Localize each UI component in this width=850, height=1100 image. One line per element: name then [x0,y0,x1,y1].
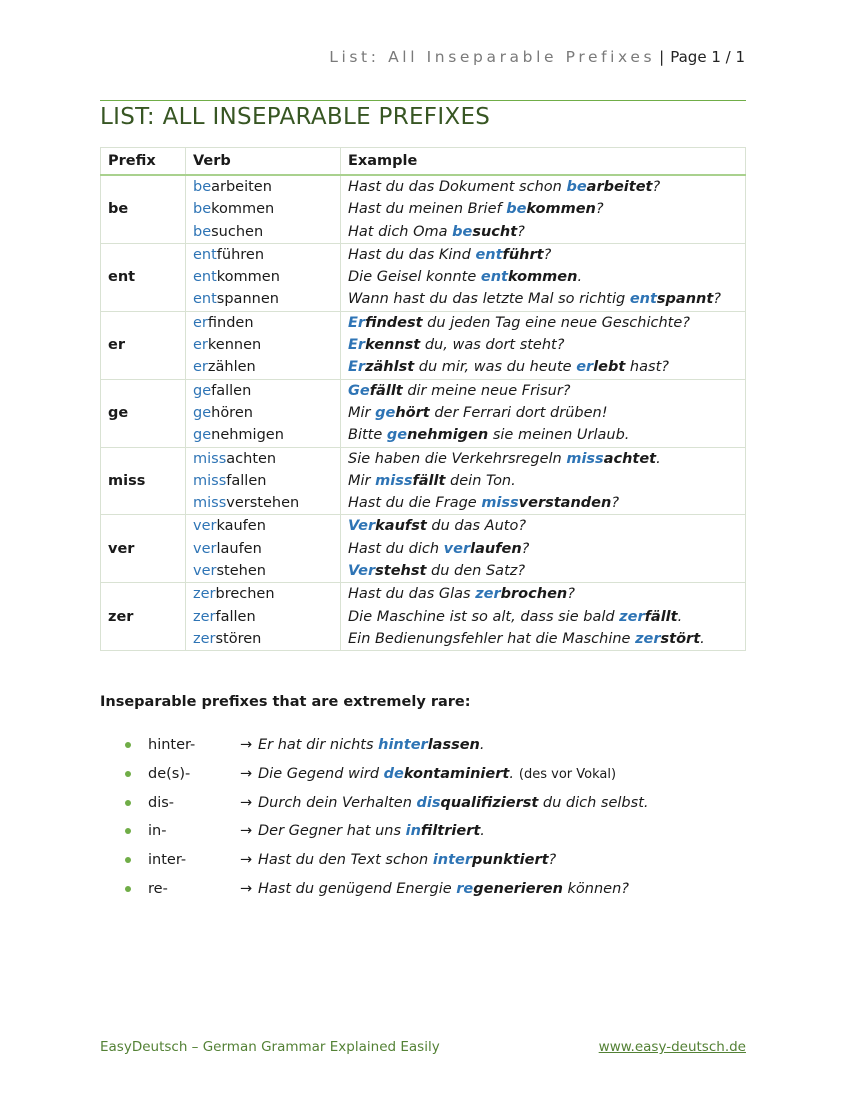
verb-prefix: ent [193,246,217,263]
example-text: ? [548,852,557,869]
verb-line [193,606,333,628]
prefix-highlight: zer [475,586,501,603]
example-text: ? [567,586,575,603]
example-sentence [258,766,514,782]
prefix-highlight: ge [375,404,396,421]
footer-brand: EasyDeutsch – German Grammar Explained Easily [100,1039,440,1055]
arrow-icon: → [240,737,253,754]
arrow-icon: → [240,794,253,811]
verb-prefix: ge [193,404,212,421]
example-cell [341,175,746,243]
page-header [329,46,745,68]
verb-stem: brochen [500,586,568,603]
example-text: der Ferrari dort drüben! [429,404,608,421]
verb-prefix: ver [193,518,217,535]
example-text: dein Ton. [445,472,516,489]
usage-note: (des vor Vokal) [518,766,617,782]
example-sentence [348,266,738,288]
verb-root: fallen [226,472,267,489]
prefix-highlight: de [383,766,404,783]
example-text: du jeden Tag eine neue Geschichte? [422,314,690,331]
verb-cell [186,175,341,243]
table-row [101,311,746,379]
verb-prefix: ge [193,427,212,444]
verb-stem: sucht [472,223,518,240]
rare-prefix: in- [148,823,167,840]
example-sentence [348,198,738,220]
prefix-cell: zer [101,583,186,651]
verb-line [193,424,333,446]
example-sentence [348,448,738,470]
verb-stem: filtriert [420,823,481,840]
example-cell [341,447,746,515]
verb-root: arbeiten [211,179,272,195]
prefix-highlight: Er [348,359,366,376]
verb-line [193,402,333,424]
example-sentence [348,402,738,424]
verb-stem: kaufst [375,518,427,535]
page-title: LIST: ALL INSEPARABLE PREFIXES [100,104,491,130]
verb-stem: punktiert [472,852,549,869]
example-sentence [258,737,484,753]
verb-line [193,176,333,198]
example-text: Hast du meinen Brief [348,201,507,218]
example-text: sie meinen Urlaub. [488,427,630,444]
example-text: . [577,269,583,286]
example-text: . [656,450,661,467]
verb-prefix: ver [193,563,217,580]
verb-stem: fällt [644,608,678,625]
verb-root: hören [211,404,253,421]
rare-prefix: inter- [148,852,187,869]
verb-prefix: miss [193,472,227,489]
rare-prefixes-list [100,731,649,903]
example-text: ? [713,291,721,308]
example-text: du, was dort steht? [420,337,565,354]
header-title: List: All Inseparable Prefixes [329,48,656,66]
verb-root: verstehen [226,495,300,512]
example-text: ? [611,495,620,512]
verb-line [193,221,333,243]
verb-stem: lassen [427,737,480,754]
prefix-cell: er [101,311,186,379]
verb-cell [186,583,341,651]
verb-line [193,628,333,650]
example-sentence [348,312,738,334]
verb-root: stören [215,630,262,647]
example-text: ? [517,223,525,240]
example-sentence [348,380,738,402]
verb-prefix: ge [193,382,212,399]
bullet-icon [125,828,131,834]
example-sentence [348,628,738,650]
verb-cell [186,515,341,583]
verb-line [193,312,333,334]
example-text: Durch dein Verhalten [258,794,417,811]
verb-prefix: er [193,337,208,354]
verb-cell [186,447,341,515]
example-text: ? [652,179,661,195]
example-text: du mir, was du heute [414,359,577,376]
rare-prefix: dis- [148,794,175,811]
verb-root: führen [216,246,265,263]
verb-root: kommen [211,201,275,218]
example-text: . [480,823,485,840]
prefix-highlight: zer [635,630,661,647]
prefix-highlight: ver [443,540,471,557]
example-sentence [258,795,649,811]
example-text: dir meine neue Frisur? [402,382,571,399]
rare-prefix: re- [148,880,168,897]
example-sentence [348,560,738,582]
prefix-highlight: ent [629,291,657,308]
prefix-highlight: miss [566,450,604,467]
example-sentence [348,334,738,356]
verb-stem: qualifizierst [440,794,539,811]
rare-prefix: hinter- [148,737,196,754]
example-text: Hast du das Dokument schon [348,179,567,195]
verb-root: kaufen [216,518,266,535]
prefix-cell: be [101,175,186,243]
verb-cell [186,379,341,447]
list-item [100,788,649,817]
verb-stem: nehmigen [407,427,489,444]
prefix-highlight: ent [480,269,508,286]
example-sentence [348,515,738,537]
example-text: Die Gegend wird [258,766,384,783]
verb-prefix: zer [193,630,216,647]
example-text: . [677,608,683,625]
verb-prefix: er [193,314,208,331]
verb-prefix: ver [193,540,217,557]
example-text: Sie haben die Verkehrsregeln [348,450,567,467]
example-text: Hast du das Glas [348,586,476,603]
list-item [100,731,649,760]
prefix-highlight: dis [416,794,441,811]
verb-prefix: be [193,179,212,195]
verb-stem: achtet [603,450,657,467]
verb-prefix: miss [193,450,227,467]
example-sentence [348,176,738,198]
verb-prefix: zer [193,586,216,603]
verb-line [193,583,333,605]
verb-prefix: ent [193,291,217,308]
example-text: Mir [348,472,376,489]
prefix-highlight: re [456,880,474,897]
verb-stem: zählst [365,359,415,376]
verb-stem: kommen [526,201,596,218]
prefix-highlight: ge [386,427,408,444]
table-body [101,175,746,651]
verb-prefix: ent [193,269,217,286]
example-sentence [258,852,556,868]
verb-stem: kennst [365,337,421,354]
verb-stem: hört [395,404,430,421]
example-text: Hat dich Oma [348,223,453,240]
arrow-icon: → [240,852,253,869]
bullet-icon [125,771,131,777]
verb-line [193,198,333,220]
verb-line [193,470,333,492]
prefix-cell: ver [101,515,186,583]
verb-cell [186,243,341,311]
verb-stem: arbeitet [586,179,653,195]
prefix-table [100,147,746,651]
verb-prefix: er [193,359,208,376]
prefix-highlight: hinter [378,737,428,754]
verb-line [193,288,333,310]
bullet-icon [125,857,131,863]
table-row [101,583,746,651]
verb-line [193,380,333,402]
verb-root: zählen [207,359,256,376]
verb-root: laufen [216,540,262,557]
column-header-verb: Verb [186,148,341,176]
example-cell [341,515,746,583]
verb-stem: findest [365,314,423,331]
example-sentence [348,244,738,266]
prefix-highlight: be [566,179,587,195]
example-sentence [348,606,738,628]
table-row [101,175,746,243]
verb-root: stehen [216,563,266,580]
bullet-icon [125,800,131,806]
prefix-highlight: zer [619,608,645,625]
verb-line [193,266,333,288]
example-text: Er hat dir nichts [258,737,379,754]
example-text: Ein Bedienungsfehler hat die Maschine [348,630,636,647]
prefix-highlight: be [506,201,527,218]
verb-line [193,538,333,560]
example-sentence [258,823,485,839]
example-sentence [348,221,738,243]
prefix-highlight: miss [481,495,519,512]
example-sentence [348,356,738,378]
footer-website-link[interactable]: www.easy-deutsch.de [598,1039,746,1055]
verb-root: fallen [215,608,256,625]
example-cell [341,311,746,379]
verb-root: nehmigen [211,427,284,444]
verb-root: kennen [207,337,262,354]
verb-stem: fällt [369,382,403,399]
prefix-highlight: inter [432,852,473,869]
verb-line [193,492,333,514]
example-text: du den Satz? [426,563,526,580]
prefix-highlight: miss [375,472,413,489]
verb-stem: stehst [375,563,427,580]
example-text: . [509,766,514,783]
example-text: hast? [625,359,669,376]
table-row [101,379,746,447]
prefix-cell: ge [101,379,186,447]
verb-root: fallen [211,382,252,399]
verb-prefix: zer [193,608,216,625]
prefix-highlight: er [576,359,594,376]
prefix-highlight: Ver [348,518,376,535]
verb-line [193,356,333,378]
verb-line [193,448,333,470]
prefix-highlight: be [452,223,473,240]
example-text: du das Auto? [426,518,527,535]
example-text: . [479,737,485,754]
table-row [101,515,746,583]
bullet-icon [125,742,131,748]
verb-prefix: be [193,223,212,240]
table-row [101,243,746,311]
page-number: Page 1 / 1 [670,48,745,66]
example-cell [341,379,746,447]
example-cell [341,243,746,311]
list-item [100,760,649,789]
example-text: ? [521,540,530,557]
example-sentence [348,492,738,514]
rare-prefix: de(s)- [148,766,191,783]
column-header-prefix: Prefix [101,148,186,176]
example-text: du dich selbst. [538,794,649,811]
verb-stem: lebt [593,359,626,376]
prefix-cell: ent [101,243,186,311]
example-sentence [348,424,738,446]
prefix-highlight: Er [348,314,366,331]
verb-root: brechen [215,586,275,603]
verb-stem: verstanden [518,495,612,512]
verb-root: kommen [216,269,280,286]
verb-prefix: miss [193,495,227,512]
example-sentence [348,583,738,605]
example-text: ? [595,201,604,218]
example-text: . [700,630,705,647]
example-text: Hast du die Frage [348,495,482,512]
example-text: Hast du das Kind [348,246,476,263]
prefix-highlight: Ge [348,382,370,399]
verb-stem: stört [660,630,701,647]
example-text: Bitte [348,427,387,444]
example-text: Die Maschine ist so alt, dass sie bald [348,608,620,625]
example-text: Wann hast du das letzte Mal so richtig [348,291,630,308]
verb-root: suchen [211,223,264,240]
arrow-icon: → [240,823,253,840]
example-text: Der Gegner hat uns [258,823,406,840]
example-sentence [348,538,738,560]
verb-stem: kommen [507,269,578,286]
arrow-icon: → [240,880,253,897]
example-text: Mir [348,404,376,421]
verb-stem: generieren [473,880,563,897]
verb-line [193,515,333,537]
verb-stem: führt [502,246,544,263]
verb-root: achten [226,450,277,467]
verb-line [193,244,333,266]
example-sentence [348,470,738,492]
prefix-highlight: in [405,823,421,840]
prefix-highlight: Ver [348,563,376,580]
prefix-cell: miss [101,447,186,515]
header-divider [100,100,746,101]
verb-stem: laufen [470,540,522,557]
verb-root: finden [207,314,254,331]
verb-prefix: be [193,201,212,218]
list-item [100,846,649,875]
verb-cell [186,311,341,379]
example-text: Hast du genügend Energie [258,880,457,897]
bullet-icon [125,886,131,892]
verb-stem: kontaminiert [403,766,510,783]
example-text: Die Geisel konnte [348,269,481,286]
example-text: ? [543,246,552,263]
list-item [100,874,649,903]
example-text: Hast du den Text schon [258,852,433,869]
example-text: Hast du dich [348,540,444,557]
example-sentence [348,288,738,310]
arrow-icon: → [240,766,253,783]
example-text: können? [562,880,629,897]
example-cell [341,583,746,651]
column-header-example: Example [341,148,746,176]
table-header-row [101,148,746,176]
header-separator: | [659,48,665,66]
rare-prefixes-title: Inseparable prefixes that are extremely rare: [100,694,471,710]
verb-root: spannen [216,291,279,308]
list-item [100,817,649,846]
prefix-highlight: Er [348,337,366,354]
table-row [101,447,746,515]
page-footer [100,1039,746,1055]
prefix-highlight: ent [475,246,503,263]
verb-line [193,560,333,582]
verb-line [193,334,333,356]
verb-stem: fällt [412,472,446,489]
verb-stem: spannt [656,291,714,308]
example-sentence [258,881,629,897]
